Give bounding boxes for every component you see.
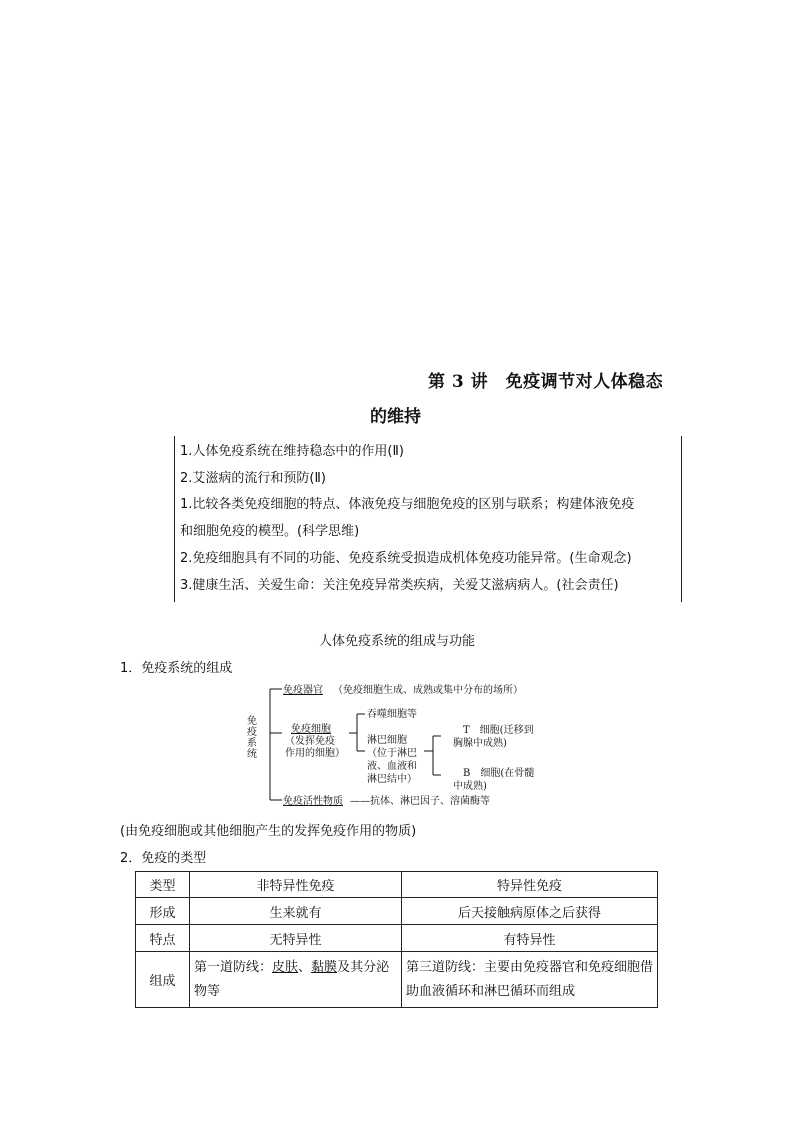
cell-text: 第一道防线： bbox=[194, 959, 273, 975]
table-row bbox=[136, 925, 658, 952]
table-cell: 特异性免疫 bbox=[402, 872, 658, 898]
active-substance-desc: ——抗体、淋巴因子、溶菌酶等 bbox=[350, 796, 490, 807]
table-row bbox=[136, 872, 658, 898]
immune-cell-label: 免疫细胞 bbox=[291, 724, 331, 735]
diagram-root: 疫 bbox=[247, 727, 257, 738]
learning-goals-box bbox=[174, 436, 682, 602]
lymphocyte-desc: 液、血液和 bbox=[367, 761, 417, 772]
subsection-heading: 1．免疫系统的组成 bbox=[120, 661, 233, 676]
goal-item: 2.免疫细胞具有不同的功能、免疫系统受损造成机体免疫功能异常。(生命观念) bbox=[180, 551, 632, 566]
t-cell-desc: 胸腺中成熟) bbox=[453, 738, 507, 749]
goal-item: 1.人体免疫系统在维持稳态中的作用(Ⅱ) bbox=[180, 444, 404, 459]
table-row bbox=[136, 952, 658, 1008]
immune-system-diagram bbox=[245, 676, 565, 816]
immune-cell-desc: 作用的细胞） bbox=[285, 748, 345, 759]
table-cell: 第三道防线：主要由免疫器官和免疫细胞借助血液循环和淋巴循环而组成 bbox=[402, 952, 658, 1008]
t-cell-label: T 细胞(迁移到 bbox=[463, 725, 534, 736]
immune-cell-desc: （发挥免疫 bbox=[285, 736, 335, 747]
diagram-root: 系 bbox=[247, 738, 257, 749]
table-row bbox=[136, 898, 658, 925]
immune-organ-label: 免疫器官 bbox=[283, 685, 323, 696]
table-cell bbox=[190, 952, 402, 1008]
lymphocyte-label: 淋巴细胞 bbox=[367, 735, 407, 746]
section-title: 人体免疫系统的组成与功能 bbox=[318, 634, 475, 649]
table-cell: 有特异性 bbox=[402, 925, 658, 952]
immunity-types-table bbox=[135, 871, 658, 1008]
cell-text: 及其分泌物等 bbox=[194, 959, 390, 999]
immune-organ-desc: （免疫细胞生成、成熟或集中分布的场所） bbox=[333, 685, 523, 696]
lesson-title: 第 3 讲 免疫调节对人体稳态 bbox=[428, 372, 664, 392]
table-cell: 类型 bbox=[136, 872, 190, 898]
diagram-note: (由免疫细胞或其他细胞产生的发挥免疫作用的物质) bbox=[120, 824, 417, 839]
table-cell: 特点 bbox=[136, 925, 190, 952]
table-cell: 非特异性免疫 bbox=[190, 872, 402, 898]
table-cell: 形成 bbox=[136, 898, 190, 925]
table-cell: 后天接触病原体之后获得 bbox=[402, 898, 658, 925]
active-substance-label: 免疫活性物质 bbox=[283, 796, 343, 807]
cell-text-underlined: 皮肤 bbox=[272, 959, 299, 975]
phagocyte-label: 吞噬细胞等 bbox=[367, 709, 417, 720]
table-cell: 组成 bbox=[136, 952, 190, 1008]
cell-text: 、 bbox=[298, 959, 312, 975]
b-cell-desc: 中成熟) bbox=[453, 781, 487, 792]
lymphocyte-desc: 淋巴结中） bbox=[367, 774, 417, 785]
table-cell: 无特异性 bbox=[190, 925, 402, 952]
lymphocyte-desc: （位于淋巴 bbox=[367, 748, 417, 759]
diagram-root: 免 bbox=[247, 716, 257, 727]
table-cell: 生来就有 bbox=[190, 898, 402, 925]
goal-item: 1.比较各类免疫细胞的特点、体液免疫与细胞免疫的区别与联系；构建体液免疫 bbox=[180, 497, 635, 512]
lesson-title-cont: 的维持 bbox=[370, 407, 421, 427]
goal-item: 2.艾滋病的流行和预防(Ⅱ) bbox=[180, 471, 326, 486]
diagram-root: 统 bbox=[247, 749, 257, 760]
cell-text-underlined: 黏膜 bbox=[311, 959, 338, 975]
subsection-heading: 2．免疫的类型 bbox=[120, 851, 207, 866]
goal-item: 和细胞免疫的模型。(科学思维) bbox=[180, 524, 360, 539]
goal-item: 3.健康生活、关爱生命：关注免疫异常类疾病，关爱艾滋病病人。(社会责任) bbox=[180, 578, 619, 593]
b-cell-label: B 细胞(在骨髓 bbox=[463, 768, 535, 779]
